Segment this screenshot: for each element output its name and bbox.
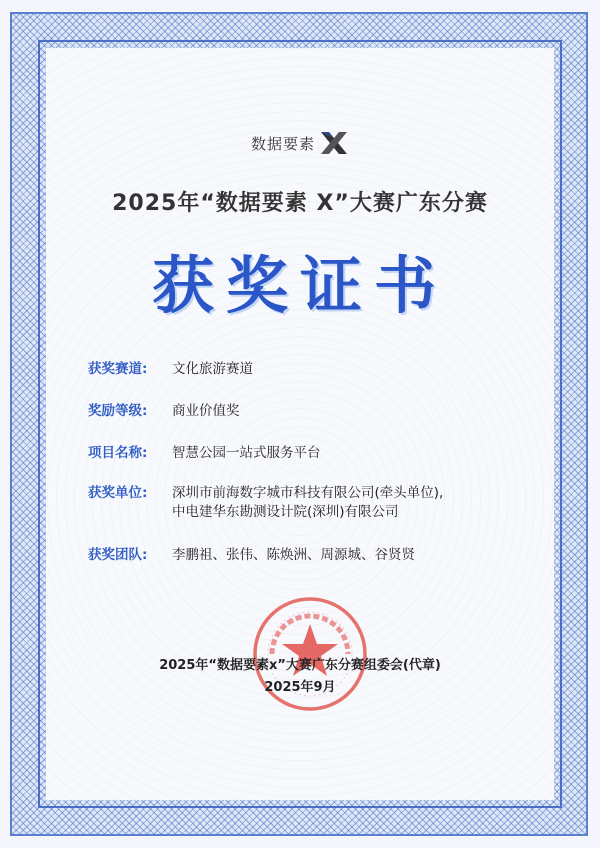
field-track xyxy=(88,360,253,379)
unit-line-2: 中电建华东勘测设计院(深圳)有限公司 xyxy=(172,504,399,520)
issue-date: 2025年9月 xyxy=(264,680,336,695)
field-value xyxy=(172,484,443,522)
logo-text: 数据要素 xyxy=(250,134,315,153)
field-value: 智慧公园一站式服务平台 xyxy=(172,445,321,461)
organizer-name: 2025年“数据要素x”大赛广东分赛组委会(代章) xyxy=(159,658,441,673)
field-label: 项目名称: xyxy=(88,445,148,461)
field-label: 获奖单位: xyxy=(88,485,148,501)
field-value: 商业价值奖 xyxy=(172,403,240,419)
field-project-name xyxy=(88,444,321,463)
field-winning-unit xyxy=(88,484,443,522)
field-award-level xyxy=(88,402,240,421)
certificate-body xyxy=(46,48,554,800)
logo-x-icon xyxy=(319,130,349,156)
unit-line-1: 深圳市前海数字城市科技有限公司(牵头单位), xyxy=(172,485,444,501)
data-elements-logo xyxy=(46,130,554,156)
field-value: 文化旅游赛道 xyxy=(172,361,253,377)
contest-subtitle: 2025年“数据要素 X”大赛广东分赛 xyxy=(112,191,488,216)
certificate-title: 获奖证书 xyxy=(151,249,448,322)
field-label: 获奖团队: xyxy=(88,547,148,563)
field-team xyxy=(88,546,415,565)
field-label: 获奖赛道: xyxy=(88,361,148,377)
field-value: 李鹏祖、张伟、陈焕洲、周源城、谷贤贤 xyxy=(172,547,415,563)
field-label: 奖励等级: xyxy=(88,403,148,419)
